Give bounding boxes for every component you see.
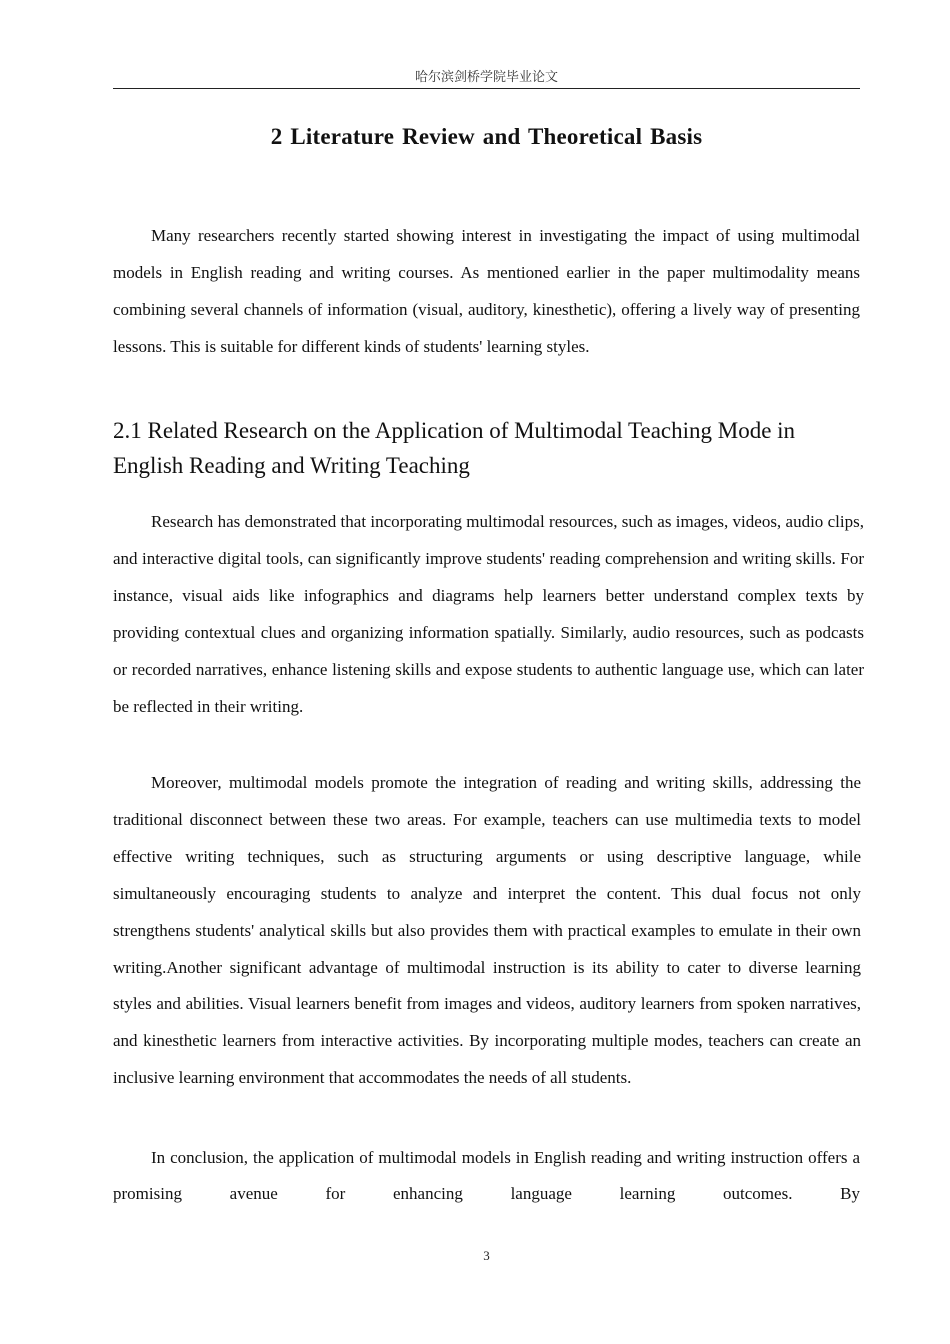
body-paragraph: Research has demonstrated that incorporating multimodal resources, such as images, videos, audio clips, and interactive digital tools, can significantly improve students' reading comprehension and writing skills. For instance, visual aids like infographics and diagrams help learners better understand complex texts by providing contextual clues and organizing information spatially. Similarly, audio resources, such as podcasts or recorded narratives, enhance listening skills and expose students to authentic language use, which can later be reflected in their writing. bbox=[113, 512, 864, 716]
intro-paragraph: Many researchers recently started showing interest in investigating the impact of using multimodal models in English reading and writing courses. As mentioned earlier in the paper multimodality means combining several channels of information (visual, auditory, kinesthetic), offering a lively way of presenting lessons. This is suitable for different kinds of students' learning styles. bbox=[113, 226, 860, 356]
page-number: 3 bbox=[483, 1248, 490, 1263]
chapter-title: 2 Literature Review and Theoretical Basis bbox=[270, 124, 703, 149]
body-paragraph: In conclusion, the application of multimodal models in English reading and writing instruction offers a promising avenue for enhancing language learning outcomes. By bbox=[113, 1148, 860, 1203]
running-header: 哈尔滨剑桥学院毕业论文 bbox=[414, 70, 558, 85]
section-heading: 2.1 Related Research on the Application of Multimodal Teaching Mode in English Reading and Writing Teaching bbox=[113, 418, 796, 478]
body-paragraph: Moreover, multimodal models promote the integration of reading and writing skills, addressing the traditional disconnect between these two areas. For example, teachers can use multimedia texts to model effective writing techniques, such as structuring arguments or using descriptive language, while simultaneously encouraging students to analyze and interpret the content. This dual focus not only strengthens students' analytical skills but also provides them with practical examples to emulate in their own writing.Another significant advantage of multimodal instruction is its ability to cater to diverse learning styles and abilities. Visual learners benefit from images and videos, auditory learners from spoken narratives, and kinesthetic learners from interactive activities. By incorporating multiple modes, teachers can create an inclusive learning environment that accommodates the needs of all students. bbox=[113, 773, 861, 1088]
header-rule bbox=[113, 88, 860, 89]
